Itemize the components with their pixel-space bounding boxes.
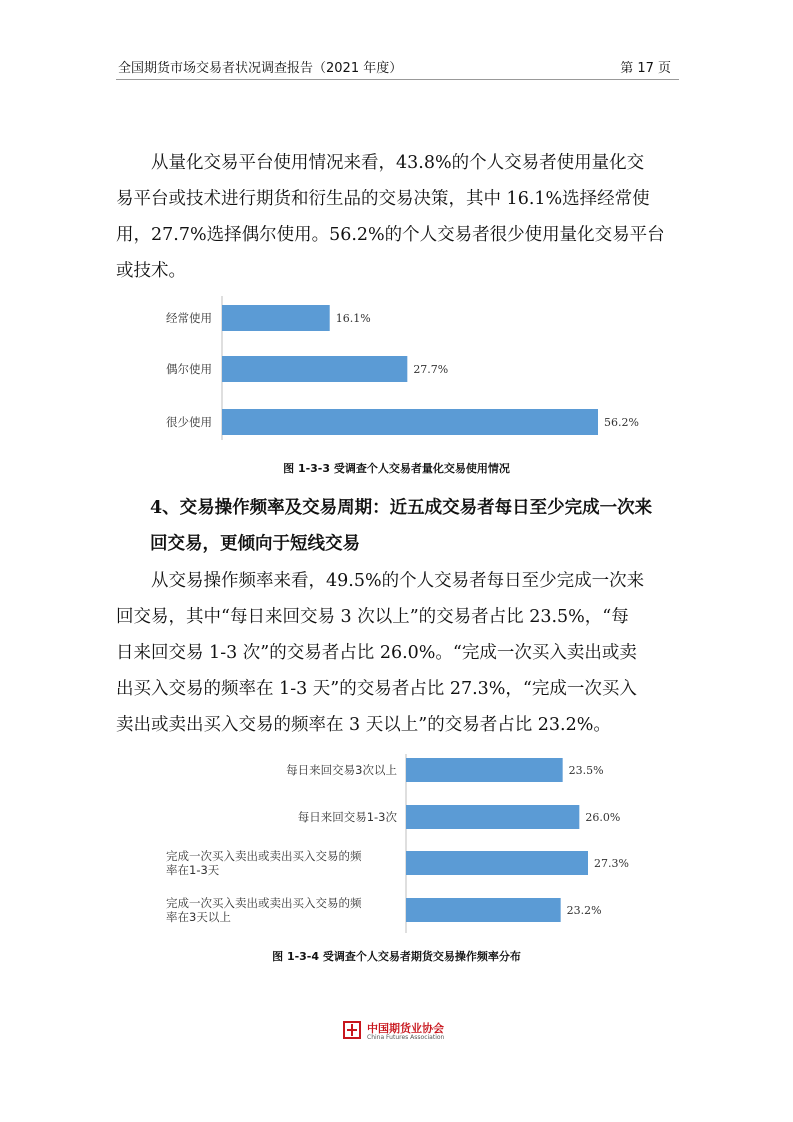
chart-trading-frequency-svg xyxy=(0,750,793,935)
category-label: 率在3天以上 xyxy=(166,910,231,924)
chart-bar xyxy=(406,758,563,782)
chart-bar xyxy=(406,851,588,875)
paragraph-quant-usage xyxy=(116,145,686,289)
value-label: 16.1% xyxy=(335,312,371,325)
chart-bar xyxy=(222,305,330,331)
value-label: 23.2% xyxy=(566,904,602,917)
page-number: 第 17 页 xyxy=(620,61,671,76)
value-label: 27.3% xyxy=(594,857,629,870)
paragraph-line: 从量化交易平台使用情况来看，43.8%的个人交易者使用量化交 xyxy=(151,153,645,173)
value-label: 26.0% xyxy=(585,811,621,824)
association-logo-mark-icon xyxy=(343,1021,361,1039)
chart-quant-usage-svg xyxy=(0,292,793,442)
category-label: 完成一次买入卖出或卖出买入交易的频 xyxy=(166,849,362,863)
section-heading-trading-frequency xyxy=(150,490,690,562)
paragraph-line: 或技术。 xyxy=(116,261,186,281)
figure-caption-1-3-3: 图 1-3-3 受调查个人交易者量化交易使用情况 xyxy=(283,462,510,475)
category-label: 经常使用 xyxy=(166,311,212,325)
category-label: 很少使用 xyxy=(166,415,212,429)
chart-quant-usage xyxy=(0,292,793,442)
category-label: 每日来回交易3次以上 xyxy=(286,763,397,777)
association-logo xyxy=(343,1020,463,1046)
paragraph-line: 日来回交易 1-3 次”的交易者占比 26.0%。“完成一次买入卖出或卖 xyxy=(116,643,637,663)
report-title: 全国期货市场交易者状况调查报告（2021 年度） xyxy=(118,61,403,76)
category-label: 每日来回交易1-3次 xyxy=(297,810,397,824)
chart-bar xyxy=(406,805,579,829)
paragraph-line: 回交易，其中“每日来回交易 3 次以上”的交易者占比 23.5%，“每 xyxy=(116,607,629,627)
value-label: 23.5% xyxy=(568,764,604,777)
figure-caption-1-3-4: 图 1-3-4 受调查个人交易者期货交易操作频率分布 xyxy=(272,950,521,963)
chart-bar xyxy=(406,898,561,922)
paragraph-trading-frequency xyxy=(116,563,686,743)
association-name-cn: 中国期货业协会 xyxy=(367,1022,444,1035)
paragraph-line: 用，27.7%选择偶尔使用。56.2%的个人交易者很少使用量化交易平台 xyxy=(116,225,665,245)
category-label: 偶尔使用 xyxy=(166,362,212,376)
paragraph-line: 从交易操作频率来看，49.5%的个人交易者每日至少完成一次来 xyxy=(151,571,645,591)
header-divider xyxy=(116,79,679,80)
chart-bar xyxy=(222,356,407,382)
value-label: 27.7% xyxy=(413,363,449,376)
heading-line: 4、交易操作频率及交易周期：近五成交易者每日至少完成一次来 xyxy=(150,498,653,518)
paragraph-line: 卖出或卖出买入交易的频率在 3 天以上”的交易者占比 23.2%。 xyxy=(116,715,611,735)
chart-bar xyxy=(222,409,598,435)
category-label: 率在1-3天 xyxy=(166,863,220,877)
paragraph-line: 出买入交易的频率在 1-3 天”的交易者占比 27.3%，“完成一次买入 xyxy=(116,679,637,699)
paragraph-line: 易平台或技术进行期货和衍生品的交易决策，其中 16.1%选择经常使 xyxy=(116,189,650,209)
association-name-en: China Futures Association xyxy=(367,1034,445,1041)
chart-trading-frequency xyxy=(0,750,793,935)
category-label: 完成一次买入卖出或卖出买入交易的频 xyxy=(166,896,362,910)
value-label: 56.2% xyxy=(604,416,639,429)
heading-line: 回交易，更倾向于短线交易 xyxy=(150,534,360,554)
